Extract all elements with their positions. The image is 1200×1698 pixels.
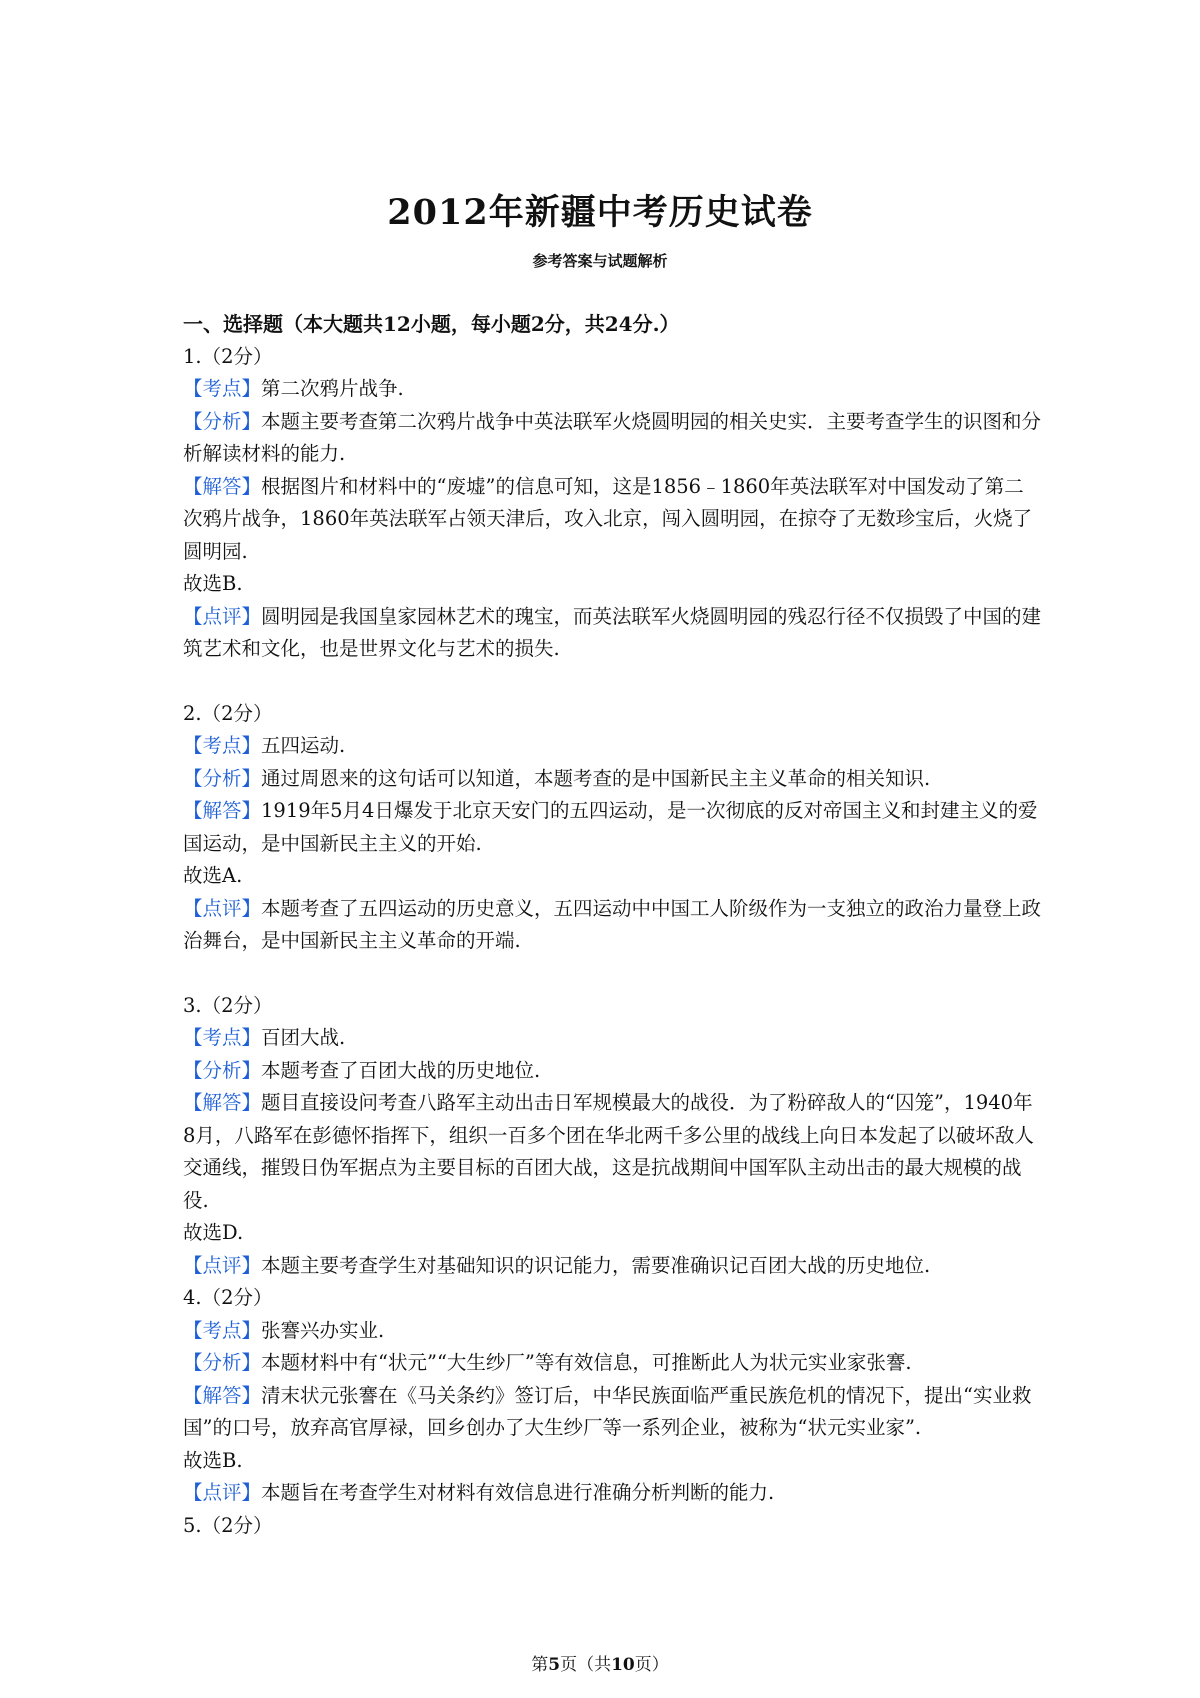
kaodian-text: 百团大战. — [261, 1026, 346, 1049]
fenxi-text: 本题材料中有“状元”“大生纱厂”等有效信息，可推断此人为状元实业家张謇. — [261, 1351, 912, 1374]
answer-line: 故选B. — [183, 572, 243, 595]
footer-total-pages: 10 — [611, 1655, 635, 1675]
fenxi-line — [183, 1347, 1043, 1380]
kaodian-tag: 【考点】 — [183, 1026, 262, 1049]
fenxi-text: 本题主要考查第二次鸦片战争中英法联军火烧圆明园的相关史实．主要考查学生的识图和分析解读材料的能力. — [183, 409, 1042, 465]
jieda-text: 清末状元张謇在《马关条约》签订后，中华民族面临严重民族危机的情况下，提出“实业救国”的口号，放弃高官厚禄，回乡创办了大生纱厂等一系列企业，被称为“状元实业家”. — [183, 1383, 1032, 1439]
fenxi-tag: 【分析】 — [183, 1058, 262, 1082]
dianping-tag: 【点评】 — [183, 1481, 262, 1504]
fenxi-line — [183, 406, 1043, 471]
kaodian-line — [183, 1022, 1043, 1055]
kaodian-line — [183, 730, 1043, 763]
document-body — [183, 308, 1043, 1542]
page-subtitle: 参考答案与试题解析 — [532, 252, 668, 270]
jieda-line — [183, 1380, 1043, 1445]
dianping-tag: 【点评】 — [183, 604, 262, 628]
question-block — [183, 341, 1043, 666]
question-header: 5.（2分） — [183, 1513, 273, 1537]
footer-middle: 页（共 — [560, 1655, 612, 1675]
jieda-line — [183, 471, 1043, 569]
footer-suffix: 页） — [634, 1655, 669, 1675]
dianping-text: 本题考查了五四运动的历史意义，五四运动中中国工人阶级作为一支独立的政治力量登上政治舞台，是中国新民主主义革命的开端. — [183, 896, 1042, 952]
dianping-line — [183, 893, 1043, 958]
kaodian-tag: 【考点】 — [183, 734, 262, 757]
question-block — [183, 698, 1043, 958]
fenxi-text: 通过周恩来的这句话可以知道，本题考查的是中国新民主主义革命的相关知识. — [261, 766, 931, 790]
question-block — [183, 990, 1043, 1283]
footer-page-number: 5 — [548, 1655, 561, 1675]
dianping-tag: 【点评】 — [183, 1253, 262, 1277]
jieda-text: 根据图片和材料中的“废墟”的信息可知，这是1856﹣1860年英法联军对中国发动了第二次鸦片战争，1860年英法联军占领天津后，攻入北京，闯入圆明园，在掠夺了无数珍宝后，火烧了圆明园. — [183, 474, 1033, 563]
dianping-tag: 【点评】 — [183, 896, 262, 920]
spacer — [183, 666, 1043, 698]
jieda-line — [183, 1087, 1043, 1217]
footer-prefix: 第 — [531, 1655, 549, 1675]
jieda-tag: 【解答】 — [183, 1091, 262, 1114]
kaodian-line — [183, 373, 1043, 406]
fenxi-line — [183, 763, 1043, 796]
jieda-text: 题目直接设问考查八路军主动出击日军规模最大的战役．为了粉碎敌人的“囚笼”，1940年8月，八路军在彭德怀指挥下，组织一百多个团在华北两千多公里的战线上向日本发起了以破坏敌人交通线，摧毁日伪军据点为主要目标的百团大战，这是抗战期间中国军队主动出击的最大规模的战役. — [183, 1091, 1034, 1212]
answer-line: 故选D. — [183, 1221, 244, 1244]
kaodian-tag: 【考点】 — [183, 1318, 262, 1342]
fenxi-line — [183, 1055, 1043, 1088]
page-title: 2012年新疆中考历史试卷 — [387, 192, 813, 233]
kaodian-line — [183, 1315, 1043, 1348]
fenxi-tag: 【分析】 — [183, 766, 262, 790]
kaodian-text: 五四运动. — [261, 734, 346, 757]
fenxi-tag: 【分析】 — [183, 1351, 262, 1374]
question-header: 1.（2分） — [183, 344, 273, 368]
spacer — [183, 958, 1043, 990]
answer-line: 故选B. — [183, 1448, 243, 1472]
question-block — [183, 1282, 1043, 1510]
question-header: 3.（2分） — [183, 993, 273, 1017]
question-header: 2.（2分） — [183, 701, 273, 725]
dianping-text: 圆明园是我国皇家园林艺术的瑰宝，而英法联军火烧圆明园的残忍行径不仅损毁了中国的建筑艺术和文化，也是世界文化与艺术的损失. — [183, 604, 1042, 660]
jieda-tag: 【解答】 — [183, 1383, 262, 1407]
kaodian-text: 张謇兴办实业. — [261, 1318, 385, 1342]
dianping-text: 本题主要考查学生对基础知识的识记能力，需要准确识记百团大战的历史地位. — [261, 1253, 931, 1277]
page-footer — [0, 1650, 1200, 1675]
dianping-text: 本题旨在考查学生对材料有效信息进行准确分析判断的能力. — [261, 1481, 775, 1504]
question-header: 4.（2分） — [183, 1286, 273, 1309]
dianping-line — [183, 1250, 1043, 1283]
fenxi-tag: 【分析】 — [183, 409, 262, 433]
section-heading: 一、选择题（本大题共12小题，每小题2分，共24分.） — [183, 312, 680, 336]
kaodian-tag: 【考点】 — [183, 377, 262, 400]
jieda-tag: 【解答】 — [183, 474, 262, 498]
jieda-line — [183, 795, 1043, 860]
kaodian-text: 第二次鸦片战争. — [261, 377, 404, 400]
dianping-line — [183, 1477, 1043, 1510]
jieda-tag: 【解答】 — [183, 799, 262, 822]
answer-line: 故选A. — [183, 864, 243, 887]
jieda-text: 1919年5月4日爆发于北京天安门的五四运动，是一次彻底的反对帝国主义和封建主义的爱国运动，是中国新民主主义的开始. — [183, 799, 1038, 855]
fenxi-text: 本题考查了百团大战的历史地位. — [261, 1058, 541, 1082]
dianping-line — [183, 601, 1043, 666]
